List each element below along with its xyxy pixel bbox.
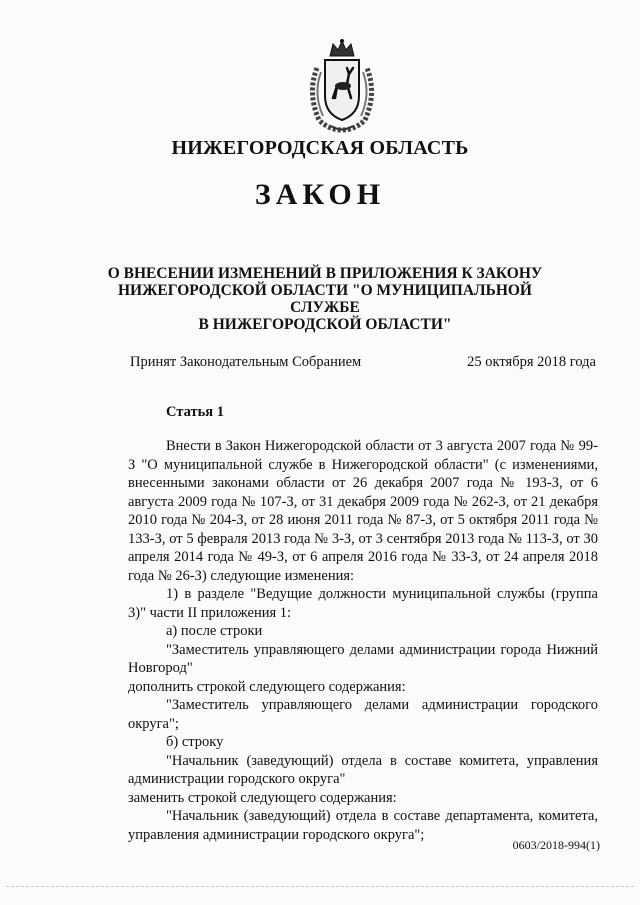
article-title: Статья 1 <box>166 404 224 420</box>
paragraph: заменить строкой следующего содержания: <box>128 789 397 806</box>
law-subject <box>90 265 560 333</box>
adoption-date: 25 октября 2018 года <box>467 354 596 370</box>
paragraph: "Заместитель управляющего делами администрации города Нижний Новгород" <box>128 641 598 676</box>
paragraph: Внести в Закон Нижегородской области от 3 августа 2007 года № 99-З "О муниципальной службе в Нижегородской области" (с изменениями, внесенными законами области от 26 декабря 2007 года № 193-З, от 6 августа 2009 года № 107-З, от 31 декабря 2009 года № 262-З, от 21 декабря 2010 года № 204-З, от 28 июня 2011 года № 87-З, от 5 октября 2011 года № 133-З, от 5 февраля 2013 года № 3-З, от 3 сентября 2013 года № 113-З, от 30 апреля 2014 года № 49-З, от 6 апреля 2016 года № 33-З, от 24 апреля 2018 года № 26-З) следующие изменения: <box>128 438 598 584</box>
subject-line: НИЖЕГОРОДСКОЙ ОБЛАСТИ "О МУНИЦИПАЛЬНОЙ СЛУЖБЕ <box>117 282 532 316</box>
article-body <box>128 437 598 844</box>
paragraph: "Заместитель управляющего делами администрации городского округа"; <box>128 697 598 732</box>
region-title: НИЖЕГОРОДСКАЯ ОБЛАСТЬ <box>171 137 469 159</box>
scan-artifact-line <box>6 886 634 888</box>
coat-of-arms-icon <box>303 38 381 134</box>
paragraph: "Начальник (заведующий) отдела в составе комитета, управления администрации городского округа" <box>128 752 598 787</box>
paragraph: 1) в разделе "Ведущие должности муниципальной службы (группа 3)" части II приложения 1: <box>128 586 598 621</box>
subject-line: В НИЖЕГОРОДСКОЙ ОБЛАСТИ" <box>198 316 452 333</box>
document-reference: 0603/2018-994(1) <box>512 838 600 852</box>
paragraph: а) после строки <box>166 623 263 639</box>
paragraph: "Начальник (заведующий) отдела в составе департамента, комитета, управления администрации городского округа"; <box>128 808 598 843</box>
adopted-by: Принят Законодательным Собранием <box>130 354 362 370</box>
paragraph: б) строку <box>166 734 224 750</box>
paragraph: дополнить строкой следующего содержания: <box>128 678 406 695</box>
subject-line: О ВНЕСЕНИИ ИЗМЕНЕНИЙ В ПРИЛОЖЕНИЯ К ЗАКОНУ <box>107 265 543 282</box>
document-type: ЗАКОН <box>254 178 386 211</box>
